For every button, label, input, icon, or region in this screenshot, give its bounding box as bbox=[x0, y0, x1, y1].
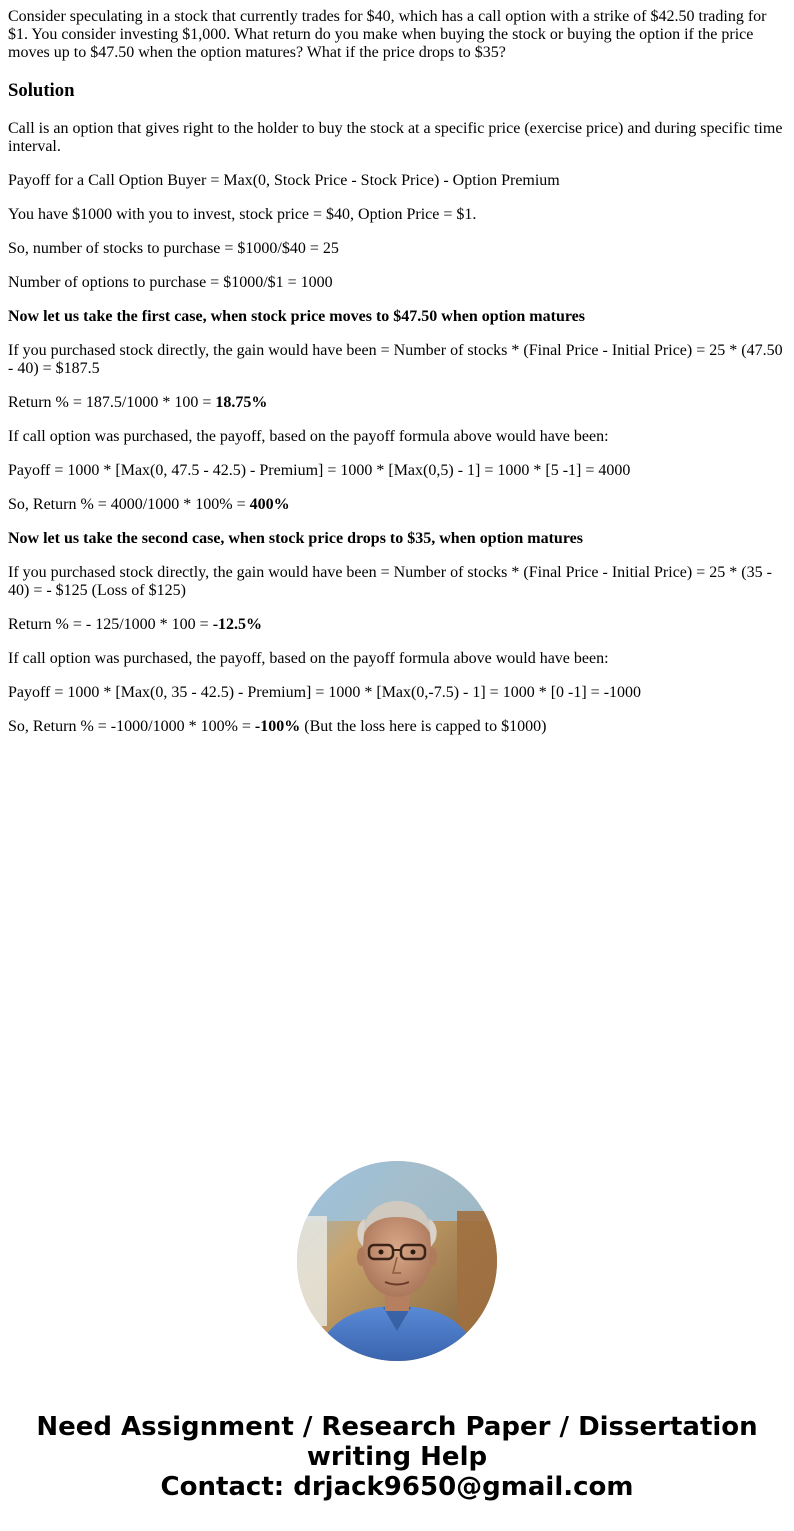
document-body bbox=[0, 8, 794, 736]
case1-heading bbox=[8, 308, 786, 326]
payoff-formula: Payoff for a Call Option Buyer = Max(0, Stock Price - Stock Price) - Option Premium bbox=[8, 172, 560, 189]
promo-contact: Contact: drjack9650@gmail.com bbox=[160, 1472, 634, 1502]
case2-option-return-suffix: (But the loss here is capped to $1000) bbox=[300, 718, 547, 735]
case2-option-return-prefix: So, Return % = -1000/1000 * 100% = bbox=[8, 718, 255, 735]
author-portrait-image bbox=[297, 1161, 497, 1361]
case2-stock-return-value: -12.5% bbox=[212, 616, 263, 633]
case2-stock-gain: If you purchased stock directly, the gain would have been = Number of stocks * (Final Price - Initial Price) = 25 * (35 - 40) = - $125 (Loss of $125) bbox=[8, 564, 772, 599]
case1-option-intro: If call option was purchased, the payoff, based on the payoff formula above would have been: bbox=[8, 428, 609, 445]
stocks-count: So, number of stocks to purchase = $1000/$40 = 25 bbox=[8, 240, 339, 257]
case1-option-payoff: Payoff = 1000 * [Max(0, 47.5 - 42.5) - Premium] = 1000 * [Max(0,5) - 1] = 1000 * [5 -1] = 4000 bbox=[8, 462, 631, 479]
case2-option-return bbox=[8, 718, 786, 736]
case2-heading bbox=[8, 530, 786, 548]
case2-heading-text: Now let us take the second case, when stock price drops to $35, when option matures bbox=[8, 530, 583, 547]
case1-stock-return-value: 18.75% bbox=[215, 394, 268, 411]
case2-option-payoff: Payoff = 1000 * [Max(0, 35 - 42.5) - Premium] = 1000 * [Max(0,-7.5) - 1] = 1000 * [0 -1] = -1000 bbox=[8, 684, 642, 701]
call-definition: Call is an option that gives right to the holder to buy the stock at a specific price (exercise price) and during specific time interval. bbox=[8, 120, 783, 155]
case1-option-return-prefix: So, Return % = 4000/1000 * 100% = bbox=[8, 496, 250, 513]
case2-stock-return-prefix: Return % = - 125/1000 * 100 = bbox=[8, 616, 213, 633]
case1-stock-return-prefix: Return % = 187.5/1000 * 100 = bbox=[8, 394, 216, 411]
investment-info: You have $1000 with you to invest, stock price = $40, Option Price = $1. bbox=[8, 206, 477, 223]
case1-heading-text: Now let us take the first case, when stock price moves to $47.50 when option matures bbox=[8, 308, 585, 325]
case1-stock-gain: If you purchased stock directly, the gain would have been = Number of stocks * (Final Price - Initial Price) = 25 * (47.50 - 40) = $187.5 bbox=[8, 342, 783, 377]
question-text: Consider speculating in a stock that currently trades for $40, which has a call option with a strike of $42.50 trading for $1. You consider investing $1,000. What return do you make when buying the stock or buying the option if the price moves up to $47.50 when the option matures? What if the price drops to $35? bbox=[8, 8, 767, 61]
options-count: Number of options to purchase = $1000/$1 = 1000 bbox=[8, 274, 333, 291]
promo-banner bbox=[0, 1412, 794, 1502]
promo-line-1: Need Assignment / Research Paper / Dissertation bbox=[36, 1412, 758, 1442]
case2-stock-return bbox=[8, 616, 786, 634]
case2-option-intro: If call option was purchased, the payoff, based on the payoff formula above would have been: bbox=[8, 650, 609, 667]
case2-option-return-value: -100% bbox=[254, 718, 301, 735]
case1-option-return-value: 400% bbox=[249, 496, 290, 513]
promo-line-2: writing Help bbox=[306, 1442, 488, 1472]
case1-stock-return bbox=[8, 394, 786, 412]
case1-option-return bbox=[8, 496, 786, 514]
author-avatar bbox=[297, 1161, 497, 1361]
solution-heading: Solution bbox=[8, 80, 75, 101]
